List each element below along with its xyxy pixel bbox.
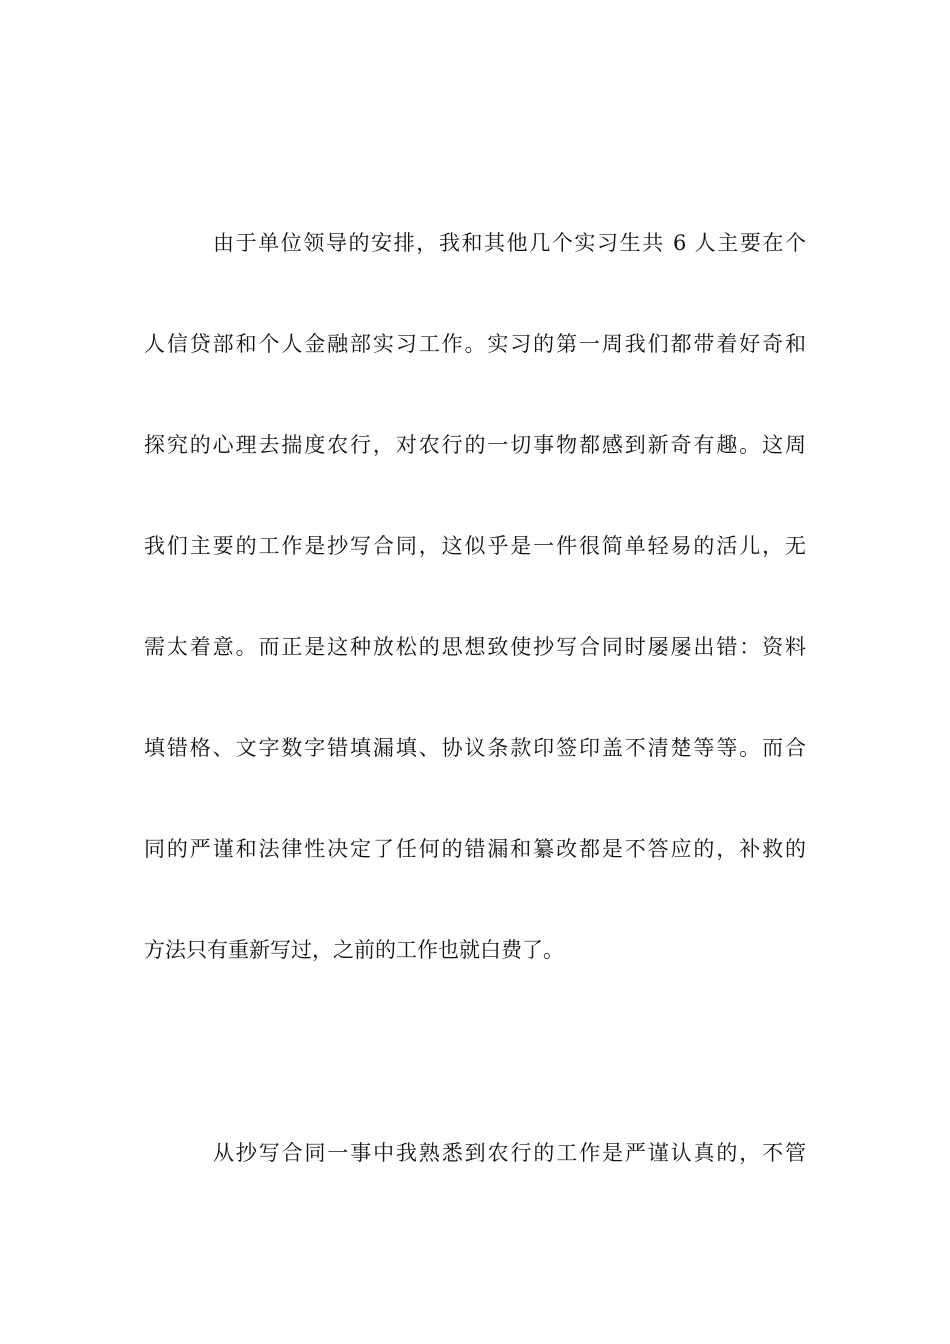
- paragraph-1-line-4: 我们主要的工作是抄写合同，这似乎是一件很简单轻易的活儿，无: [144, 534, 806, 558]
- paragraph-1-line-1: 由于单位领导的安排，我和其他几个实习生共 6 人主要在个: [213, 231, 806, 255]
- paragraph-1-line-8: 方法只有重新写过，之前的工作也就白费了。: [144, 938, 564, 962]
- paragraph-1-line-6: 填错格、文字数字错填漏填、协议条款印签印盖不清楚等等。而合: [144, 736, 806, 760]
- paragraph-1-line-7: 同的严谨和法律性决定了任何的错漏和纂改都是不答应的，补救的: [144, 837, 806, 861]
- paragraph-1-line-3: 探究的心理去揣度农行，对农行的一切事物都感到新奇有趣。这周: [144, 433, 806, 457]
- paragraph-2-line-1: 从抄写合同一事中我熟悉到农行的工作是严谨认真的，不管: [213, 1141, 806, 1165]
- paragraph-1-line-2: 人信贷部和个人金融部实习工作。实习的第一周我们都带着好奇和: [144, 332, 806, 356]
- paragraph-1-line-5: 需太着意。而正是这种放松的思想致使抄写合同时屡屡出错：资料: [144, 635, 806, 659]
